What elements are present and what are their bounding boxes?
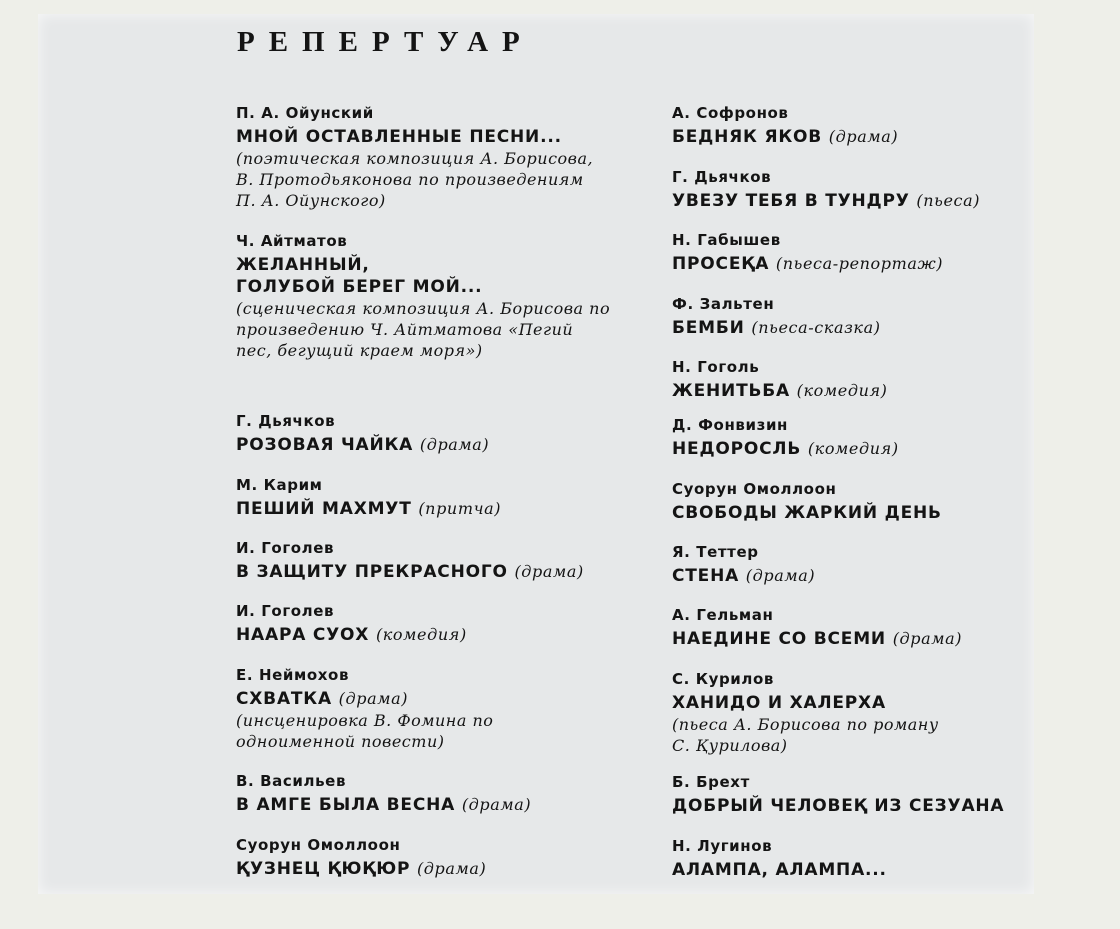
entry-work-title bbox=[672, 692, 939, 714]
work-title-line: МНОЙ ОСТАВЛЕННЫЕ ПЕСНИ... bbox=[236, 127, 562, 147]
entry-author: Г. Дьячков bbox=[236, 412, 336, 430]
entry-genre: (пьеса-сказка) bbox=[751, 318, 881, 337]
entry-work-title bbox=[672, 190, 980, 212]
repertoire-entry bbox=[236, 836, 486, 880]
entry-genre: (драма) bbox=[514, 562, 584, 581]
repertoire-entry bbox=[672, 606, 962, 650]
note-line: (поэтическая композиция А. Борисова, bbox=[236, 149, 594, 168]
repertoire-entry bbox=[672, 480, 942, 524]
entry-genre: (драма) bbox=[419, 435, 490, 454]
note-line: произведению Ч. Айтматова «Пегий bbox=[236, 320, 574, 339]
work-title-line: ҚУЗНЕЦ ҚЮҚЮР (драма) bbox=[236, 859, 487, 879]
entry-note bbox=[236, 710, 493, 752]
entry-author: Н. Лугинов bbox=[672, 837, 773, 855]
entry-work-title bbox=[672, 380, 888, 402]
entry-work-title bbox=[236, 561, 584, 583]
entry-note bbox=[236, 148, 593, 211]
note-line: С. Қурилова) bbox=[672, 736, 788, 755]
entry-author: Я. Теттер bbox=[672, 543, 759, 561]
work-title-line: ПЕШИЙ МАХМУТ (притча) bbox=[236, 499, 502, 519]
work-title-line: РОЗОВАЯ ЧАЙКА (драма) bbox=[236, 435, 490, 455]
entry-author: В. Васильев bbox=[236, 772, 347, 790]
repertoire-entry bbox=[236, 104, 593, 211]
entry-work-title bbox=[672, 126, 898, 148]
repertoire-entry bbox=[672, 358, 888, 402]
note-line: (инсценировка В. Фомина по bbox=[236, 711, 494, 730]
entry-work-title bbox=[672, 859, 887, 881]
entry-author: Суорун Омоллоон bbox=[672, 480, 837, 498]
entry-author: Н. Гоголь bbox=[672, 358, 760, 376]
repertoire-entry bbox=[236, 772, 531, 816]
entry-work-title bbox=[672, 253, 943, 275]
entry-genre: (комедия) bbox=[375, 625, 467, 644]
repertoire-entry bbox=[236, 412, 489, 456]
work-title-line: СХВАТКА (драма) bbox=[236, 689, 409, 709]
entry-author: А. Софронов bbox=[672, 104, 789, 122]
entry-work-title bbox=[236, 126, 593, 148]
entry-author: И. Гоголев bbox=[236, 602, 335, 620]
work-title-line: НАЕДИНЕ СО ВСЕМИ (драма) bbox=[672, 629, 963, 649]
entry-genre: (драма) bbox=[745, 566, 816, 585]
repertoire-entry bbox=[236, 539, 584, 583]
note-line: В. Протодьяконова по произведениям bbox=[236, 170, 584, 189]
work-title-line: НЕДОРОСЛЬ (комедия) bbox=[672, 439, 899, 459]
entry-work-title bbox=[236, 688, 493, 710]
repertoire-entry bbox=[236, 232, 610, 361]
work-title-line: ЖЕНИТЬБА (комедия) bbox=[672, 381, 888, 401]
work-title-line: ЖЕЛАННЫЙ, bbox=[236, 255, 370, 275]
work-title-line: БЕМБИ (пьеса-сказка) bbox=[672, 318, 881, 338]
entry-author: Б. Брехт bbox=[672, 773, 750, 791]
page-title: РЕПЕРТУАР bbox=[237, 26, 534, 58]
entry-author: Г. Дьячков bbox=[672, 168, 772, 186]
entry-work-title bbox=[236, 858, 486, 880]
entry-genre: (драма) bbox=[416, 859, 487, 878]
entry-genre: (драма) bbox=[338, 689, 409, 708]
repertoire-entry bbox=[672, 295, 881, 339]
entry-work-title bbox=[672, 438, 899, 460]
repertoire-entry bbox=[672, 773, 1004, 817]
repertoire-entry bbox=[236, 666, 493, 752]
entry-author: Е. Неймохов bbox=[236, 666, 350, 684]
repertoire-entry bbox=[672, 231, 943, 275]
entry-author: Н. Габышев bbox=[672, 231, 781, 249]
entry-work-title bbox=[236, 794, 531, 816]
entry-work-title bbox=[672, 565, 815, 587]
entry-author: И. Гоголев bbox=[236, 539, 335, 557]
repertoire-entry bbox=[236, 476, 501, 520]
work-title-line: АЛАМПА, АЛАМПА... bbox=[672, 860, 887, 880]
entry-author: А. Гельман bbox=[672, 606, 774, 624]
repertoire-entry bbox=[672, 837, 887, 881]
entry-work-title bbox=[672, 795, 1004, 817]
entry-author: Д. Фонвизин bbox=[672, 416, 789, 434]
work-title-line: СТЕНА (драма) bbox=[672, 566, 816, 586]
work-title-line: ХАНИДО И ХАЛЕРХА bbox=[672, 693, 886, 713]
entry-work-title bbox=[236, 254, 610, 298]
work-title-line: В ЗАЩИТУ ПРЕКРАСНОГО (драма) bbox=[236, 562, 584, 582]
note-line: (сценическая композиция А. Борисова по bbox=[236, 299, 611, 318]
entry-genre: (драма) bbox=[828, 127, 899, 146]
work-title-line: НААРА СУОХ (комедия) bbox=[236, 625, 467, 645]
entry-author: М. Карим bbox=[236, 476, 323, 494]
entry-work-title bbox=[672, 502, 942, 524]
work-title-line: ГОЛУБОЙ БЕРЕГ МОЙ... bbox=[236, 277, 483, 297]
entry-genre: (притча) bbox=[418, 499, 502, 518]
entry-work-title bbox=[236, 498, 501, 520]
entry-author: Ф. Зальтен bbox=[672, 295, 775, 313]
entry-genre: (драма) bbox=[461, 795, 532, 814]
repertoire-entry bbox=[672, 104, 898, 148]
work-title-line: В АМГЕ БЫЛА ВЕСНА (драма) bbox=[236, 795, 532, 815]
work-title-line: ДОБРЫЙ ЧЕЛОВЕҚ ИЗ СЕЗУАНА bbox=[672, 796, 1005, 816]
repertoire-entry bbox=[672, 670, 939, 756]
entry-genre: (пьеса-репортаж) bbox=[775, 254, 944, 273]
note-line: (пьеса А. Борисова по роману bbox=[672, 715, 939, 734]
entry-author: С. Курилов bbox=[672, 670, 774, 688]
repertoire-entry bbox=[672, 168, 980, 212]
work-title-line: УВЕЗУ ТЕБЯ В ТУНДРУ (пьеса) bbox=[672, 191, 981, 211]
entry-note bbox=[672, 714, 939, 756]
entry-genre: (драма) bbox=[892, 629, 963, 648]
note-line: одноименной повести) bbox=[236, 732, 445, 751]
work-title-line: БЕДНЯК ЯКОВ (драма) bbox=[672, 127, 899, 147]
repertoire-entry bbox=[672, 416, 899, 460]
note-line: П. А. Ойунского) bbox=[236, 191, 386, 210]
entry-genre: (комедия) bbox=[796, 381, 888, 400]
repertoire-entry bbox=[236, 602, 467, 646]
entry-note bbox=[236, 298, 610, 361]
entry-author: Ч. Айтматов bbox=[236, 232, 348, 250]
entry-genre: (комедия) bbox=[807, 439, 899, 458]
work-title-line: СВОБОДЫ ЖАРКИЙ ДЕНЬ bbox=[672, 503, 942, 523]
entry-work-title bbox=[672, 317, 881, 339]
note-line: пес, бегущий краем моря») bbox=[236, 341, 483, 360]
entry-work-title bbox=[236, 624, 467, 646]
repertoire-entry bbox=[672, 543, 815, 587]
entry-author: Суорун Омоллоон bbox=[236, 836, 401, 854]
entry-genre: (пьеса) bbox=[916, 191, 981, 210]
entry-work-title bbox=[236, 434, 489, 456]
work-title-line: ПРОСЕҚА (пьеса-репортаж) bbox=[672, 254, 944, 274]
entry-author: П. А. Ойунский bbox=[236, 104, 374, 122]
entry-work-title bbox=[672, 628, 962, 650]
